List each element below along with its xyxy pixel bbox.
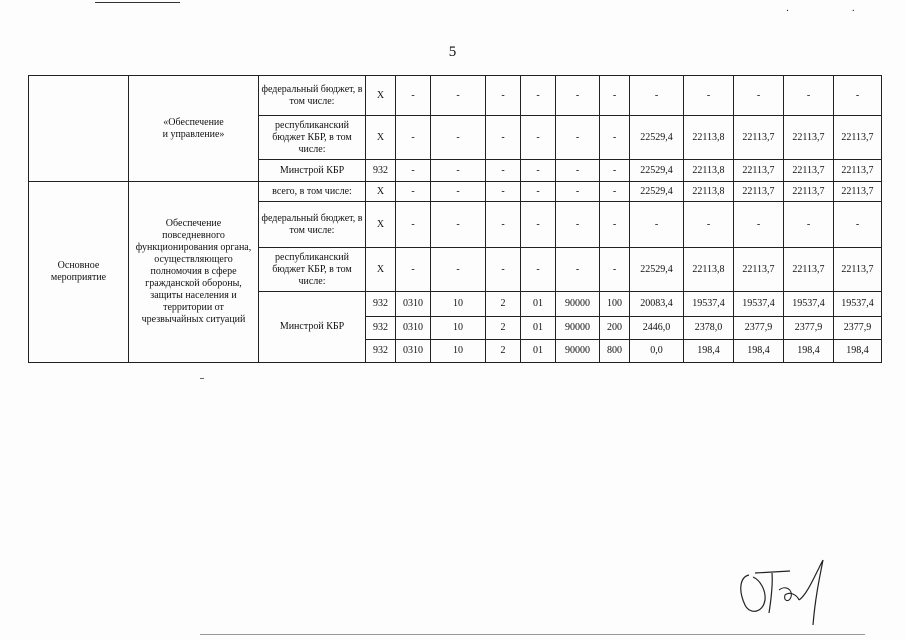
code-cell: - — [556, 76, 600, 116]
funding-source-cell: республиканский бюджет КБР, в том числе: — [259, 248, 366, 292]
table-row — [29, 182, 882, 202]
value-cell: - — [834, 76, 882, 116]
value-cell: 22113,7 — [834, 248, 882, 292]
code-cell: - — [486, 182, 521, 202]
funding-source-cell: Минстрой КБР — [259, 292, 366, 363]
value-cell: 22113,7 — [784, 116, 834, 160]
value-cell: 22113,8 — [684, 248, 734, 292]
funding-source-cell: республиканский бюджет КБР, в том числе: — [259, 116, 366, 160]
value-cell: 22113,7 — [834, 116, 882, 160]
row-type-cell: Основное мероприятие — [29, 182, 129, 363]
code-cell: - — [396, 248, 431, 292]
code-cell: - — [486, 160, 521, 182]
code-cell: - — [486, 76, 521, 116]
code-cell: - — [431, 76, 486, 116]
funding-source-cell: федеральный бюджет, в том числе: — [259, 76, 366, 116]
scan-marks: · · — [785, 6, 885, 17]
value-cell: 198,4 — [684, 340, 734, 363]
value-cell: 19537,4 — [784, 292, 834, 317]
code-cell: 2 — [486, 292, 521, 317]
value-cell: 2378,0 — [684, 317, 734, 340]
code-cell: - — [431, 182, 486, 202]
value-cell: - — [734, 76, 784, 116]
code-cell: 10 — [431, 292, 486, 317]
code-cell: - — [556, 202, 600, 248]
code-cell: - — [556, 248, 600, 292]
code-cell: - — [600, 76, 630, 116]
top-rule — [95, 2, 180, 3]
code-cell: 932 — [366, 160, 396, 182]
code-cell: 2 — [486, 317, 521, 340]
activity-name-cell: «Обеспечение и управление» — [129, 76, 259, 182]
bottom-rule — [200, 634, 865, 635]
code-cell: - — [521, 202, 556, 248]
value-cell: 22529,4 — [630, 182, 684, 202]
value-cell: 198,4 — [834, 340, 882, 363]
code-cell: 90000 — [556, 292, 600, 317]
value-cell: 22529,4 — [630, 248, 684, 292]
code-cell: 0310 — [396, 340, 431, 363]
value-cell: - — [630, 202, 684, 248]
code-cell: 01 — [521, 340, 556, 363]
value-cell: 22113,7 — [784, 248, 834, 292]
code-cell: - — [486, 202, 521, 248]
value-cell: 19537,4 — [834, 292, 882, 317]
value-cell: 2377,9 — [734, 317, 784, 340]
value-cell: 22529,4 — [630, 160, 684, 182]
value-cell: 198,4 — [734, 340, 784, 363]
value-cell: 22113,7 — [734, 116, 784, 160]
code-cell: - — [600, 160, 630, 182]
code-cell: - — [556, 160, 600, 182]
funding-source-cell: Минстрой КБР — [259, 160, 366, 182]
code-cell: X — [366, 116, 396, 160]
value-cell: - — [684, 202, 734, 248]
code-cell: - — [431, 202, 486, 248]
value-cell: 20083,4 — [630, 292, 684, 317]
code-cell: 2 — [486, 340, 521, 363]
code-cell: - — [521, 76, 556, 116]
value-cell: 2377,9 — [834, 317, 882, 340]
value-cell: 22113,8 — [684, 182, 734, 202]
value-cell: 22113,7 — [734, 248, 784, 292]
funding-source-cell: федеральный бюджет, в том числе: — [259, 202, 366, 248]
code-cell: - — [486, 248, 521, 292]
code-cell: 01 — [521, 292, 556, 317]
code-cell: X — [366, 76, 396, 116]
value-cell: 22529,4 — [630, 116, 684, 160]
code-cell: X — [366, 202, 396, 248]
value-cell: - — [834, 202, 882, 248]
code-cell: - — [431, 116, 486, 160]
value-cell: 2377,9 — [784, 317, 834, 340]
code-cell: 200 — [600, 317, 630, 340]
value-cell: 19537,4 — [684, 292, 734, 317]
row-type-cell — [29, 76, 129, 182]
code-cell: - — [396, 160, 431, 182]
code-cell: 0310 — [396, 317, 431, 340]
code-cell: - — [396, 202, 431, 248]
value-cell: 22113,7 — [734, 160, 784, 182]
value-cell: 22113,7 — [734, 182, 784, 202]
code-cell: - — [396, 116, 431, 160]
code-cell: - — [486, 116, 521, 160]
code-cell: 932 — [366, 317, 396, 340]
value-cell: 22113,7 — [784, 160, 834, 182]
code-cell: - — [431, 248, 486, 292]
value-cell: 22113,7 — [834, 160, 882, 182]
code-cell: 0310 — [396, 292, 431, 317]
value-cell: 19537,4 — [734, 292, 784, 317]
value-cell: - — [784, 202, 834, 248]
value-cell: 2446,0 — [630, 317, 684, 340]
value-cell: 22113,7 — [834, 182, 882, 202]
page-number: 5 — [448, 44, 457, 60]
funding-source-cell: всего, в том числе: — [259, 182, 366, 202]
code-cell: - — [521, 160, 556, 182]
code-cell: 10 — [431, 317, 486, 340]
code-cell: - — [600, 182, 630, 202]
value-cell: 198,4 — [784, 340, 834, 363]
code-cell: 90000 — [556, 317, 600, 340]
value-cell: 0,0 — [630, 340, 684, 363]
code-cell: - — [396, 182, 431, 202]
code-cell: - — [521, 248, 556, 292]
code-cell: 932 — [366, 292, 396, 317]
code-cell: X — [366, 248, 396, 292]
value-cell: - — [734, 202, 784, 248]
table-row — [29, 76, 882, 116]
code-cell: - — [600, 202, 630, 248]
value-cell: 22113,8 — [684, 116, 734, 160]
code-cell: - — [521, 116, 556, 160]
code-cell: 90000 — [556, 340, 600, 363]
budget-table — [28, 75, 882, 363]
code-cell: X — [366, 182, 396, 202]
code-cell: 10 — [431, 340, 486, 363]
code-cell: 932 — [366, 340, 396, 363]
code-cell: - — [600, 248, 630, 292]
code-cell: - — [521, 182, 556, 202]
activity-name-cell: Обеспечение повседневного функционирования органа, осуществляющего полномочия в сфере гражданской обороны, защиты населения и территории от чрезвычайных ситуаций — [129, 182, 259, 363]
value-cell: 22113,7 — [784, 182, 834, 202]
code-cell: 100 — [600, 292, 630, 317]
handwritten-signature — [735, 555, 845, 630]
value-cell: - — [784, 76, 834, 116]
code-cell: 01 — [521, 317, 556, 340]
code-cell: - — [600, 116, 630, 160]
value-cell: 22113,8 — [684, 160, 734, 182]
code-cell: - — [396, 76, 431, 116]
value-cell: - — [630, 76, 684, 116]
code-cell: - — [431, 160, 486, 182]
code-cell: - — [556, 116, 600, 160]
scan-mark — [200, 378, 204, 379]
value-cell: - — [684, 76, 734, 116]
code-cell: 800 — [600, 340, 630, 363]
code-cell: - — [556, 182, 600, 202]
